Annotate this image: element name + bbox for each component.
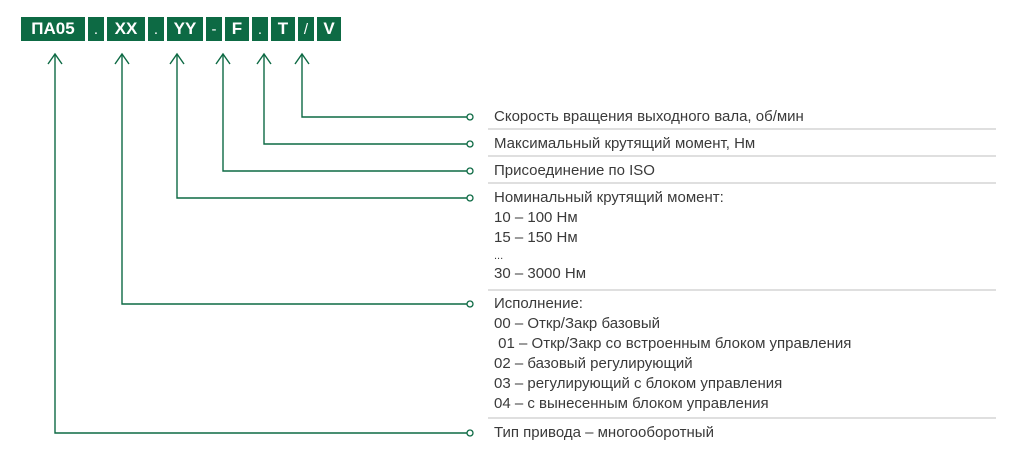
- label-version: [494, 294, 851, 414]
- connector-version: [122, 55, 467, 304]
- version-option: 00 – Откр/Закр базовый: [494, 315, 661, 332]
- code-separator: .: [252, 17, 268, 41]
- code-separator: -: [206, 17, 222, 41]
- nominal-torque-option: 10 – 100 Нм: [494, 209, 578, 226]
- label-nominal-torque: [494, 188, 724, 284]
- code-separator: /: [298, 17, 314, 41]
- code-iso: F: [225, 17, 249, 41]
- version-option: 02 – базовый регулирующий: [494, 355, 693, 372]
- nominal-torque-option: 15 – 150 Нм: [494, 229, 578, 246]
- version-option: 04 – с вынесенным блоком управления: [494, 395, 769, 412]
- code-series: ПА05: [21, 17, 85, 41]
- connector-series: [55, 55, 467, 433]
- connector-speed: [302, 55, 467, 117]
- label-speed: Скорость вращения выходного вала, об/мин: [494, 108, 804, 125]
- nominal-torque-option: 30 – 3000 Нм: [494, 265, 587, 282]
- nominal-torque-ellipsis: ...: [494, 250, 504, 262]
- endpoint-dot: [467, 114, 473, 120]
- code-nominal-torque: YY: [167, 17, 203, 41]
- label-max-torque: Максимальный крутящий момент, Нм: [494, 135, 756, 152]
- label-iso: Присоединение по ISO: [494, 162, 655, 179]
- code-version: XX: [107, 17, 145, 41]
- endpoint-dot: [467, 195, 473, 201]
- label-drive-type: Тип привода – многооборотный: [494, 424, 714, 441]
- endpoint-dot: [467, 168, 473, 174]
- version-option: 03 – регулирующий с блоком управления: [494, 375, 783, 392]
- code-separator: .: [148, 17, 164, 41]
- code-speed: V: [317, 17, 341, 41]
- code-max-torque: T: [271, 17, 295, 41]
- version-option: 01 – Откр/Закр со встроенным блоком управления: [494, 335, 852, 352]
- endpoint-dot: [467, 301, 473, 307]
- code-separator: .: [88, 17, 104, 41]
- endpoint-dot: [467, 430, 473, 436]
- endpoint-dot: [467, 141, 473, 147]
- connector-nominal: [177, 55, 467, 198]
- connector-iso: [223, 55, 467, 171]
- version-title: Исполнение:: [494, 295, 583, 312]
- connector-max-torque: [264, 55, 467, 144]
- nominal-torque-title: Номинальный крутящий момент:: [494, 189, 724, 206]
